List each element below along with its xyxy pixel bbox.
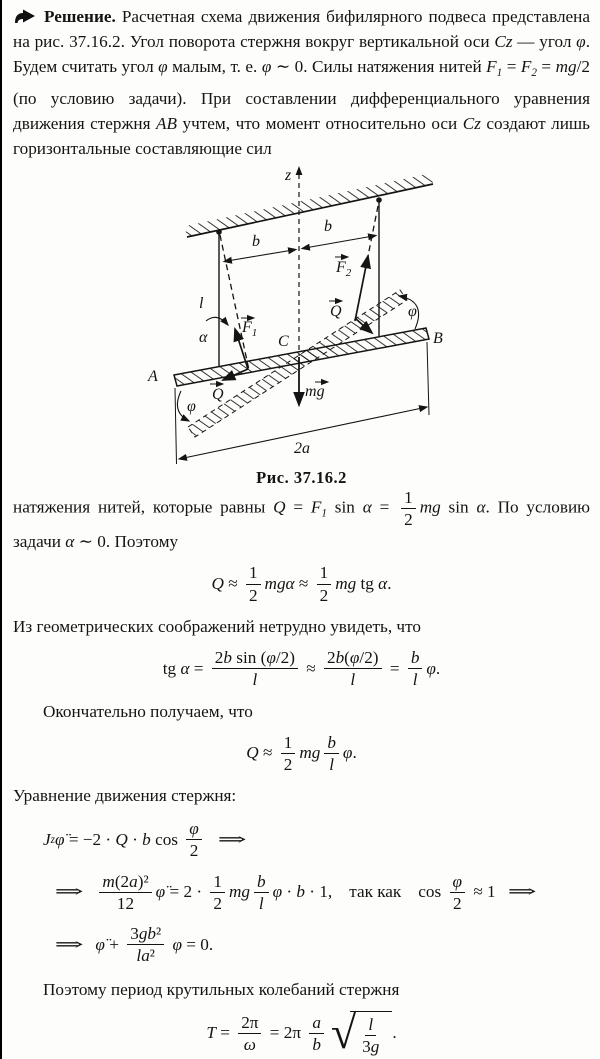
- text-run: /2): [275, 647, 295, 667]
- paragraph-solution-text: [13, 7, 590, 158]
- paragraph-2: [13, 488, 590, 555]
- text-run: 1: [283, 732, 293, 752]
- label-a-end: A: [147, 367, 158, 385]
- text-run: 2π: [241, 1012, 259, 1032]
- text-run: sin: [326, 497, 363, 517]
- label-2a: 2a: [293, 439, 310, 457]
- text-run: 3: [130, 924, 139, 944]
- paragraph-solution: [13, 4, 590, 161]
- text-run: Cz: [494, 32, 513, 51]
- text-run: α: [378, 574, 388, 594]
- text-run: — угол: [512, 32, 577, 51]
- label-q-left: Q: [211, 385, 224, 403]
- text-run: Решение.: [44, 7, 116, 26]
- text-run: ²: [149, 946, 155, 966]
- text-run: J: [43, 829, 51, 849]
- text-run: b: [256, 871, 266, 891]
- text-run: Расчетная схема движения бифилярного подвеса представлена на рис. 37.16.2. Угол поворота стержня вокруг вертикальной оси: [13, 7, 590, 51]
- paragraph-4: [13, 699, 590, 724]
- text-run: φ: [158, 57, 168, 76]
- text-run: l: [258, 893, 264, 913]
- text-run: 3: [362, 1036, 371, 1056]
- text-run: ⇒: [54, 934, 84, 954]
- text-run: la: [136, 946, 150, 966]
- equation-q-approx: [13, 563, 590, 605]
- text-run: α: [180, 658, 190, 678]
- text-run: φ: [261, 57, 272, 76]
- text-run: ⇒: [507, 882, 537, 902]
- text-run: φ: [266, 647, 276, 667]
- text-run: =: [215, 1023, 235, 1043]
- text-run: 1: [213, 871, 222, 891]
- text-run: m: [102, 871, 115, 891]
- text-run: .: [352, 743, 357, 763]
- fraction: [99, 872, 151, 914]
- text-run: cos: [418, 882, 446, 902]
- text-run: sin (: [231, 647, 267, 667]
- text-run: 2: [213, 893, 222, 913]
- text-run: ≈: [294, 574, 313, 594]
- fraction: [401, 488, 416, 530]
- text-run: Q: [273, 497, 286, 517]
- text-run: 2: [404, 510, 413, 530]
- fraction: [309, 1013, 324, 1055]
- text-run: учтем, что момент относительно оси: [177, 113, 463, 133]
- text-run: =: [385, 658, 404, 678]
- text-run: g: [370, 1036, 380, 1056]
- figure-37-16-2: [102, 165, 502, 488]
- svg-text:mg: [305, 383, 325, 400]
- text-run: b: [410, 647, 420, 667]
- text-run: Q: [115, 829, 128, 849]
- bifilar-pendulum-diagram: [102, 165, 502, 467]
- text-run: ⇒: [217, 829, 247, 849]
- text-run: φ: [272, 882, 283, 902]
- label-b-left: b: [251, 232, 260, 250]
- displaced-string-left: [220, 235, 249, 370]
- text-run: b: [312, 1034, 321, 1054]
- equation-motion-line-2: [43, 872, 590, 914]
- square-root: √ $\frac{l}{3g}$: [331, 1011, 392, 1057]
- text-run: . По условию задачи: [13, 497, 590, 552]
- rod-rotated-ghost: [188, 290, 407, 437]
- text-run: .: [435, 658, 441, 678]
- text-run: Поэтому период крутильных колебаний стержня: [43, 979, 400, 999]
- text-run: 2: [189, 841, 199, 861]
- text-run: l: [252, 670, 258, 690]
- text-run: AB: [156, 113, 178, 133]
- text-run: Cz: [462, 113, 481, 133]
- text-run: ω: [243, 1034, 256, 1054]
- text-run: /2 (по условию задачи). При составлении дифференциального уравнения движения стержня: [13, 57, 590, 133]
- label-b-right: b: [323, 217, 332, 235]
- svg-text:F1: [241, 319, 257, 339]
- label-b-rod-end: B: [432, 329, 443, 347]
- fraction: [450, 872, 466, 914]
- text-run: mg: [299, 743, 321, 763]
- text-run: φ: [349, 647, 360, 667]
- text-run: /2): [359, 647, 379, 667]
- paragraph-5: [13, 783, 590, 808]
- label-c: C: [277, 332, 289, 350]
- text-run: α: [362, 497, 372, 517]
- equation-tg-alpha: [13, 648, 590, 690]
- text-run: l: [412, 670, 418, 690]
- label-f1: F: [241, 318, 252, 336]
- phi-left: [177, 391, 196, 421]
- fraction: [246, 563, 261, 605]
- fraction: [254, 872, 269, 914]
- text-run: .: [392, 1023, 397, 1043]
- text-run: ≈ 1: [469, 882, 496, 902]
- text-run: 2: [531, 66, 537, 79]
- text-run: Из геометрических соображений нетрудно увидеть, что: [13, 616, 421, 636]
- text-run: )²: [137, 871, 149, 891]
- fraction: [324, 733, 339, 775]
- text-run: ²: [156, 924, 162, 944]
- label-q-right: Q: [329, 302, 342, 320]
- text-run: = −2 ·: [64, 829, 116, 849]
- text-run: 2: [214, 647, 224, 667]
- text-run: sin: [440, 497, 477, 517]
- text-run: mg: [555, 57, 577, 76]
- svg-text:F2: [335, 259, 352, 279]
- text-run: b: [335, 647, 345, 667]
- text-run: mg: [228, 882, 250, 902]
- text-run: b: [296, 882, 305, 902]
- text-run: φ: [189, 819, 199, 839]
- label-phi-left: φ: [186, 397, 196, 415]
- text-run: ∼ 0. Поэтому: [74, 532, 179, 552]
- label-f1-sub: 1: [251, 326, 257, 339]
- fraction: [127, 924, 164, 966]
- text-run: gb: [138, 924, 156, 944]
- paragraph-3: [13, 614, 590, 639]
- label-phi-right: φ: [407, 302, 417, 320]
- label-g: g: [316, 382, 325, 400]
- fraction: [281, 733, 296, 775]
- text-run: F: [520, 57, 532, 76]
- equation-motion-line-1: [43, 819, 590, 861]
- text-run: b: [327, 732, 336, 752]
- text-run: mg: [419, 497, 441, 517]
- text-run: l: [368, 1014, 374, 1034]
- text-run: mgα: [264, 574, 295, 594]
- text-run: 2: [319, 585, 329, 605]
- fraction: [186, 819, 202, 861]
- equation-period: [13, 1006, 590, 1058]
- text-run: l: [350, 670, 356, 690]
- fraction: [212, 648, 298, 690]
- text-run: a: [129, 871, 138, 891]
- page-edge-line: [0, 0, 2, 1059]
- text-run: ·: [282, 882, 297, 902]
- text-run: T: [206, 1023, 216, 1043]
- text-run: так как: [349, 882, 402, 902]
- text-run: 2: [283, 754, 293, 774]
- text-run: φ̈: [95, 934, 105, 954]
- text-run: = 2 ·: [165, 882, 207, 902]
- text-run: =: [371, 497, 398, 517]
- text-run: φ: [452, 871, 463, 891]
- text-run: ⇒: [54, 882, 84, 902]
- figure-caption: Рис. 37.16.2: [256, 467, 347, 487]
- text-run: 1: [248, 563, 258, 583]
- text-run: .: [387, 574, 392, 594]
- text-run: ∼ 0. Силы натяжения нитей: [271, 57, 487, 76]
- text-run: tg: [162, 658, 181, 678]
- text-run: 2: [326, 647, 336, 667]
- text-run: 12: [116, 893, 135, 913]
- text-run: φ̈: [155, 882, 166, 902]
- equation-motion-line-3: [43, 924, 590, 966]
- text-run: Уравнение движения стержня:: [13, 786, 237, 806]
- label-alpha: α: [198, 328, 207, 346]
- text-run: Q: [211, 574, 224, 594]
- text-run: 2: [248, 585, 258, 605]
- fraction: [324, 648, 382, 690]
- text-run: α: [65, 532, 75, 552]
- text-run: 2: [452, 893, 462, 913]
- text-run: натяжения нитей, которые равны: [13, 497, 274, 517]
- text-run: =: [285, 497, 311, 517]
- ceiling: [184, 173, 432, 237]
- alpha-arc: [206, 317, 228, 325]
- text-run: φ̈: [55, 829, 65, 849]
- text-run: 1: [319, 563, 329, 583]
- label-l: l: [198, 294, 203, 312]
- text-run: Окончательно получаем, что: [43, 701, 253, 721]
- text-run: φ: [172, 934, 182, 954]
- text-run: = 2π: [265, 1023, 306, 1043]
- fraction: [238, 1013, 261, 1055]
- text-run: создают лишь горизонтальные составляющие сил: [13, 113, 590, 158]
- label-m: m: [304, 382, 317, 400]
- label-z-axis: z: [284, 166, 291, 184]
- text-run: l: [329, 754, 335, 774]
- text-run: α: [476, 497, 486, 517]
- text-run: b: [223, 647, 232, 667]
- label-f2-sub: 2: [345, 266, 351, 279]
- z-axis: [284, 166, 302, 356]
- text-run: (: [344, 647, 350, 667]
- dimension-b: [224, 232, 376, 261]
- text-run: φ: [426, 658, 436, 678]
- text-run: ≈: [301, 658, 320, 678]
- text-run: tg: [356, 574, 379, 594]
- text-run: Q: [246, 743, 259, 763]
- fraction: [359, 1015, 382, 1057]
- text-run: =: [536, 57, 556, 76]
- text-run: b: [142, 829, 151, 849]
- text-run: =: [189, 658, 208, 678]
- fraction: [210, 872, 225, 914]
- text-run: 1: [404, 487, 413, 507]
- text-run: 1: [496, 66, 503, 79]
- text-run: F: [310, 497, 322, 517]
- fraction: [317, 563, 332, 605]
- text-run: +: [104, 934, 124, 954]
- label-f2: F: [335, 258, 346, 276]
- text-run: mg: [335, 574, 357, 594]
- solution-arrow-icon: [13, 4, 37, 29]
- text-run: 1: [321, 507, 327, 520]
- text-run: φ: [342, 743, 353, 763]
- text-run: ≈: [258, 743, 277, 763]
- paragraph-6: [13, 977, 590, 1002]
- text-run: = 0.: [181, 934, 214, 954]
- text-run: · 1,: [305, 882, 333, 902]
- text-run: =: [502, 57, 521, 76]
- equation-q-final: [13, 733, 590, 775]
- text-run: z: [50, 833, 55, 846]
- text-run: F: [486, 57, 497, 76]
- fraction: [408, 648, 423, 690]
- text-run: малым, т. е.: [167, 57, 262, 76]
- text-run: . Будем считать угол: [13, 32, 590, 76]
- text-run: a: [312, 1012, 321, 1032]
- text-run: cos: [150, 829, 183, 849]
- text-run: ≈: [223, 574, 242, 594]
- text-run: φ: [576, 32, 586, 51]
- text-run: (2: [114, 871, 130, 891]
- text-run: ·: [127, 829, 143, 849]
